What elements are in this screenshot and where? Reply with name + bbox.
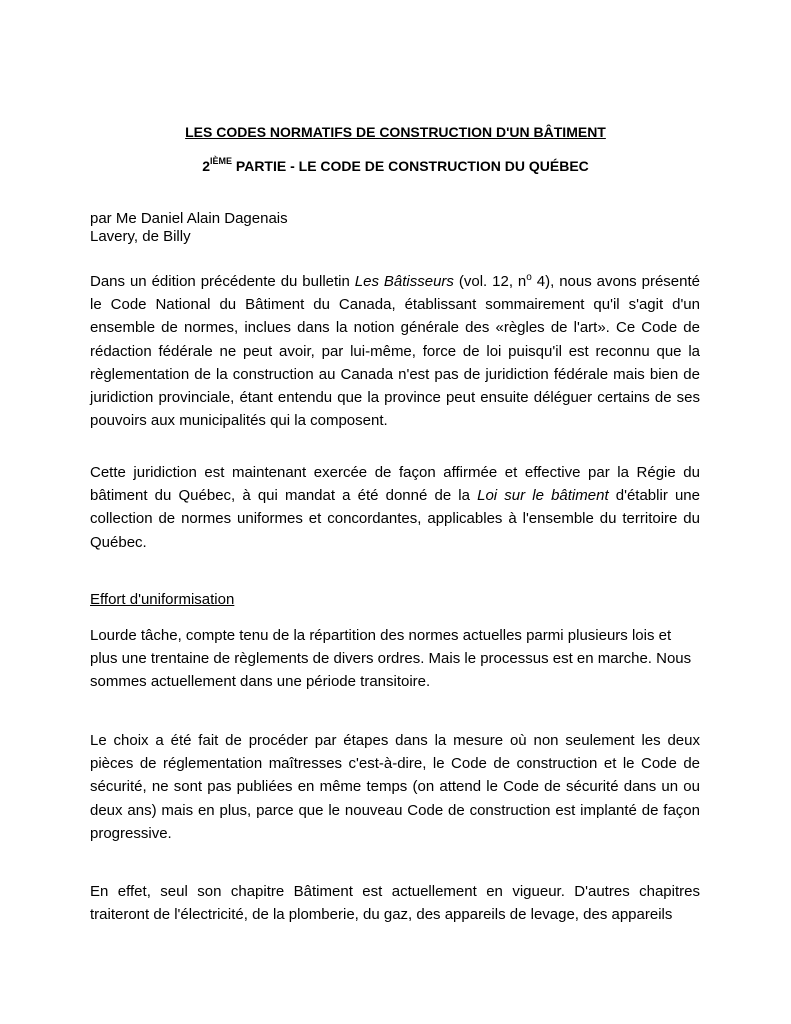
- bulletin-title: Les Bâtisseurs: [354, 273, 454, 290]
- author-firm: Lavery, de Billy: [90, 228, 191, 245]
- paragraph-2: [90, 461, 700, 554]
- paragraph-4: Le choix a été fait de procéder par étapes dans la mesure où non seulement les deux pièces de réglementation maîtresses c'est-à-dire, le Code de construction et le Code de sécurité, ne sont pas publiées en même temps (on attend le Code de sécurité dans un ou deux ans) mais en plus, parce que le nouveau Code de construction est implanté de façon progressive.: [90, 732, 700, 842]
- paragraph-2-part-b: d'établir une collection de normes uniformes et concordantes, applicables à l'ensemble du territoire du Québec.: [90, 487, 700, 551]
- paragraph-1: [90, 266, 700, 432]
- author-name: par Me Daniel Alain Dagenais: [90, 210, 288, 227]
- paragraph-5: En effet, seul son chapitre Bâtiment est actuellement en vigueur. D'autres chapitres traiteront de l'électricité, de la plomberie, du gaz, des appareils de levage, des appareils: [90, 883, 700, 924]
- document-title: LES CODES NORMATIFS DE CONSTRUCTION D'UN BÂTIMENT: [185, 124, 606, 140]
- subtitle-text: PARTIE - LE CODE DE CONSTRUCTION DU QUÉBEC: [232, 158, 589, 174]
- subtitle-superscript: IÈME: [210, 156, 233, 166]
- author-block: [90, 210, 700, 246]
- section-heading: Effort d'uniformisation: [90, 591, 235, 608]
- paragraph-1-part-b: (vol. 12, n: [453, 273, 527, 290]
- law-title: Loi sur le bâtiment: [477, 487, 609, 505]
- paragraph-1-part-a: Dans un édition précédente du bulletin: [90, 273, 355, 290]
- paragraph-1-part-c: 4), nous avons présenté le Code National du Bâtiment du Canada, établissant sommairement qu'il s'agit d'un ensemble de normes, inclues dans la notion générale des «règles de l'art». Ce Code de rédaction fédérale ne peut avoir, par lui-même, force de loi puisqu'il est reconnu que la règlementation de la construction au Canada n'est pas de juridiction fédérale mais bien de juridiction provinciale, étant entendu que la province peut ensuite déléguer certains de ses pouvoirs aux municipalités qui la composent.: [90, 273, 700, 430]
- paragraph-3: Lourde tâche, compte tenu de la répartition des normes actuelles parmi plusieurs lois et plus une trentaine de règlements de divers ordres. Mais le processus est en marche. Nous sommes actuellement dans une période transitoire.: [90, 627, 692, 691]
- subtitle-number: 2: [202, 158, 210, 174]
- number-superscript: o: [526, 272, 532, 283]
- document-subtitle: [0, 156, 791, 174]
- paragraph-2-part-a: Cette juridiction est maintenant exercée de façon affirmée et effective par la Régie du bâtiment du Québec, à qui mandat a été donné de la: [90, 464, 700, 505]
